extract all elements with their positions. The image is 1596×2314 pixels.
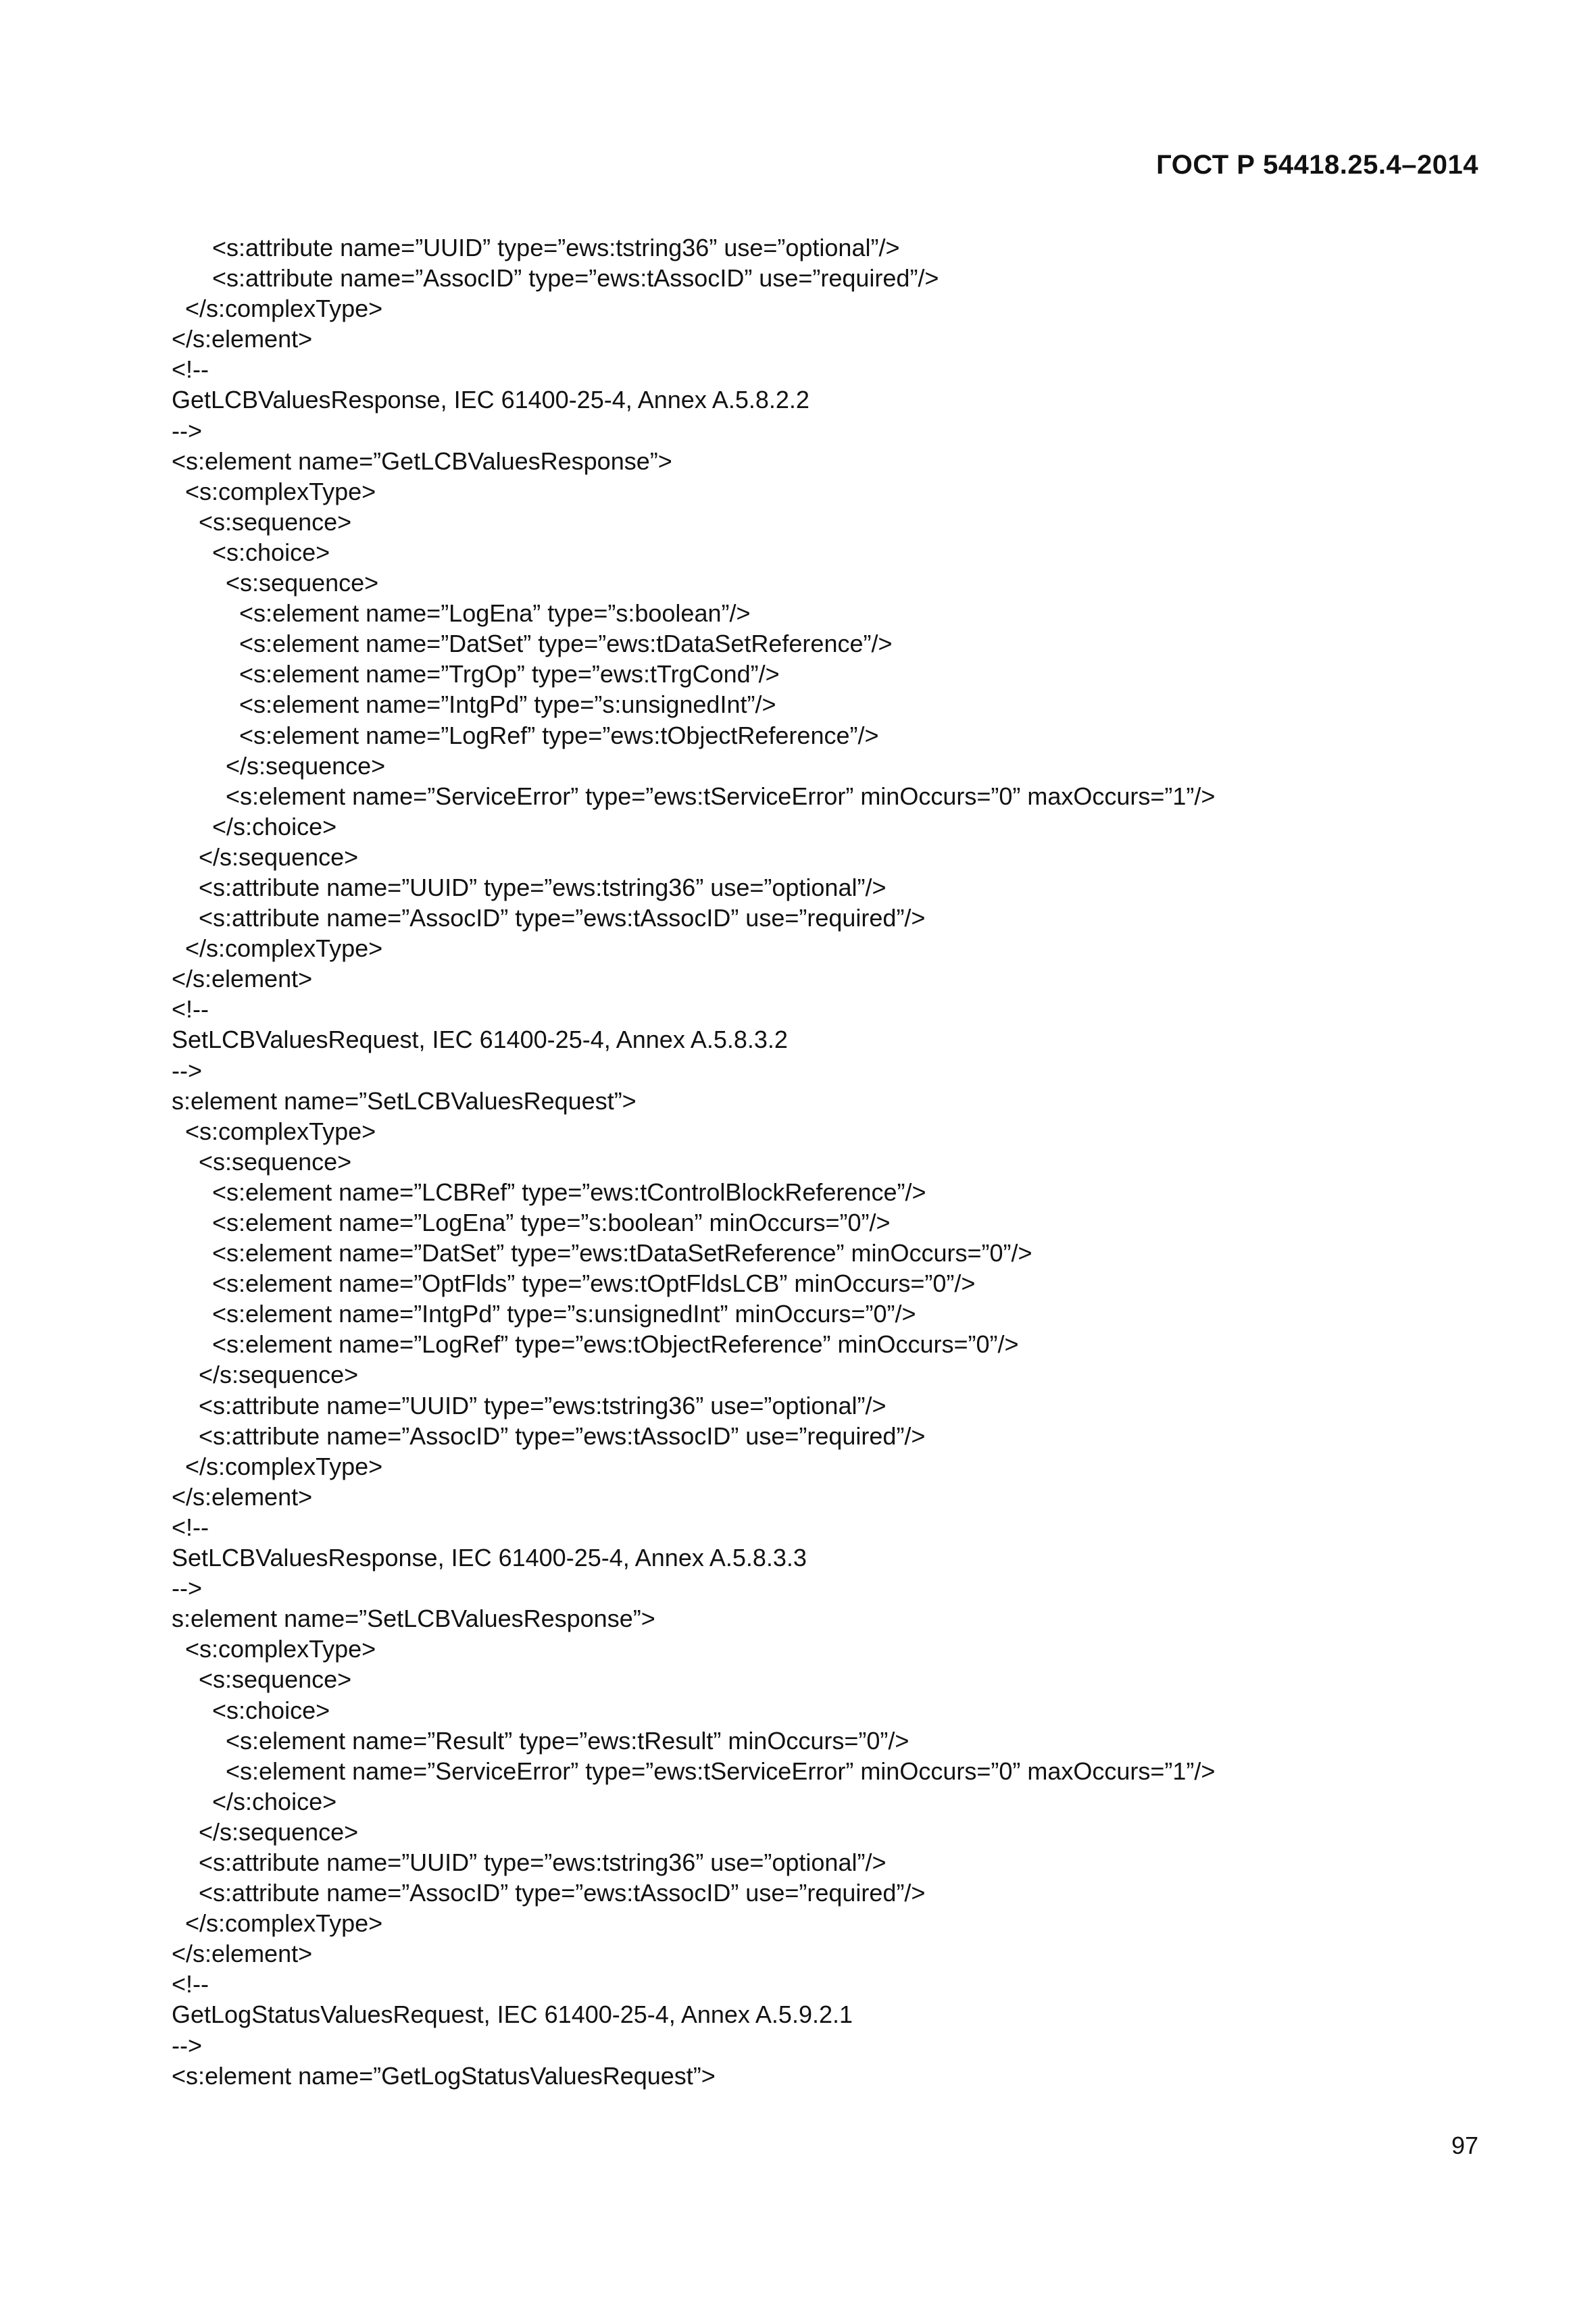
code-line: <s:attribute name=”UUID” type=”ews:tstring36” use=”optional”/> [172,234,900,261]
code-line: </s:complexType> [172,1909,383,1938]
code-line: <s:element name=”LogRef” type=”ews:tObjectReference”/> [172,721,879,749]
code-line: <s:sequence> [172,1147,352,1176]
code-line: <s:element name=”OptFlds” type=”ews:tOptFldsLCB” minOccurs=”0”/> [172,1269,976,1298]
code-line: <s:sequence> [172,569,379,597]
code-line: </s:choice> [172,812,337,840]
code-line: <s:element name=”LCBRef” type=”ews:tControlBlockReference”/> [172,1178,926,1206]
code-line: <!-- [172,995,209,1024]
code-line: <s:complexType> [172,1635,376,1663]
code-line: --> [172,1056,202,1084]
code-line: </s:sequence> [172,1361,359,1389]
code-line: </s:element> [172,325,313,353]
code-line: <s:element name=”LogEna” type=”s:boolean” minOccurs=”0”/> [172,1209,891,1236]
code-line: </s:complexType> [172,1452,383,1480]
code-line: <s:attribute name=”UUID” type=”ews:tstring36” use=”optional”/> [172,1391,887,1419]
code-line: <s:element name=”LogRef” type=”ews:tObjectReference” minOccurs=”0”/> [172,1330,1019,1359]
code-line: </s:element> [172,965,313,993]
code-line: </s:choice> [172,1787,337,1815]
code-line: </s:sequence> [172,1817,359,1846]
code-line: SetLCBValuesResponse, IEC 61400-25-4, Annex A.5.8.3.3 [172,1544,807,1572]
code-line: </s:complexType> [172,295,383,323]
code-line: </s:complexType> [172,934,383,963]
code-line: <s:attribute name=”AssocID” type=”ews:tAssocID” use=”required”/> [172,1422,926,1450]
code-line: </s:element> [172,1482,313,1511]
code-line: <s:sequence> [172,507,352,536]
code-line: <s:attribute name=”AssocID” type=”ews:tAssocID” use=”required”/> [172,264,939,293]
code-line: <s:element name=”LogEna” type=”s:boolean”/> [172,599,751,628]
xml-schema-listing [172,232,1478,2091]
code-line: <s:choice> [172,538,330,566]
code-line: <s:element name=”ServiceError” type=”ews:tServiceError” minOccurs=”0” maxOccurs=”1”/> [172,782,1216,810]
code-line: <s:element name=”IntgPd” type=”s:unsignedInt”/> [172,690,776,719]
code-line: <s:sequence> [172,1665,352,1694]
code-line: </s:sequence> [172,751,386,780]
code-line: <s:attribute name=”UUID” type=”ews:tstring36” use=”optional”/> [172,873,887,901]
code-line: GetLogStatusValuesRequest, IEC 61400-25-4, Annex A.5.9.2.1 [172,2001,853,2029]
code-line: <s:element name=”IntgPd” type=”s:unsignedInt” minOccurs=”0”/> [172,1300,916,1328]
code-line: SetLCBValuesRequest, IEC 61400-25-4, Annex A.5.8.3.2 [172,1026,788,1054]
code-line: <s:complexType> [172,477,376,505]
code-line: <s:element name=”Result” type=”ews:tResult” minOccurs=”0”/> [172,1726,909,1755]
code-line: <!-- [172,1513,209,1541]
code-line: <s:element name=”DatSet” type=”ews:tDataSetReference” minOccurs=”0”/> [172,1239,1032,1267]
code-line: --> [172,1574,202,1603]
code-line: </s:sequence> [172,842,359,871]
code-line: <s:complexType> [172,1117,376,1145]
code-line: <s:element name=”DatSet” type=”ews:tDataSetReference”/> [172,630,893,658]
code-line: s:element name=”SetLCBValuesRequest”> [172,1086,637,1115]
code-line: <s:element name=”TrgOp” type=”ews:tTrgCond”/> [172,660,780,688]
code-line: <s:attribute name=”UUID” type=”ews:tstring36” use=”optional”/> [172,1848,887,1876]
code-line: <!-- [172,1970,209,1998]
code-line: s:element name=”SetLCBValuesResponse”> [172,1605,655,1633]
code-line: </s:element> [172,1940,313,1968]
code-line: <s:element name=”GetLCBValuesResponse”> [172,447,672,475]
code-line: --> [172,416,202,445]
code-line: --> [172,2031,202,2059]
code-line: <s:choice> [172,1696,330,1724]
code-line: <s:attribute name=”AssocID” type=”ews:tAssocID” use=”required”/> [172,904,926,932]
code-line: <s:element name=”ServiceError” type=”ews:tServiceError” minOccurs=”0” maxOccurs=”1”/> [172,1757,1216,1785]
code-line: GetLCBValuesResponse, IEC 61400-25-4, Annex A.5.8.2.2 [172,386,809,414]
page-number: 97 [1451,2132,1478,2159]
code-line: <!-- [172,355,209,384]
document-header: ГОСТ Р 54418.25.4–2014 [1156,150,1478,180]
code-line: <s:attribute name=”AssocID” type=”ews:tAssocID” use=”required”/> [172,1879,926,1907]
code-line: <s:element name=”GetLogStatusValuesRequest”> [172,2061,716,2090]
